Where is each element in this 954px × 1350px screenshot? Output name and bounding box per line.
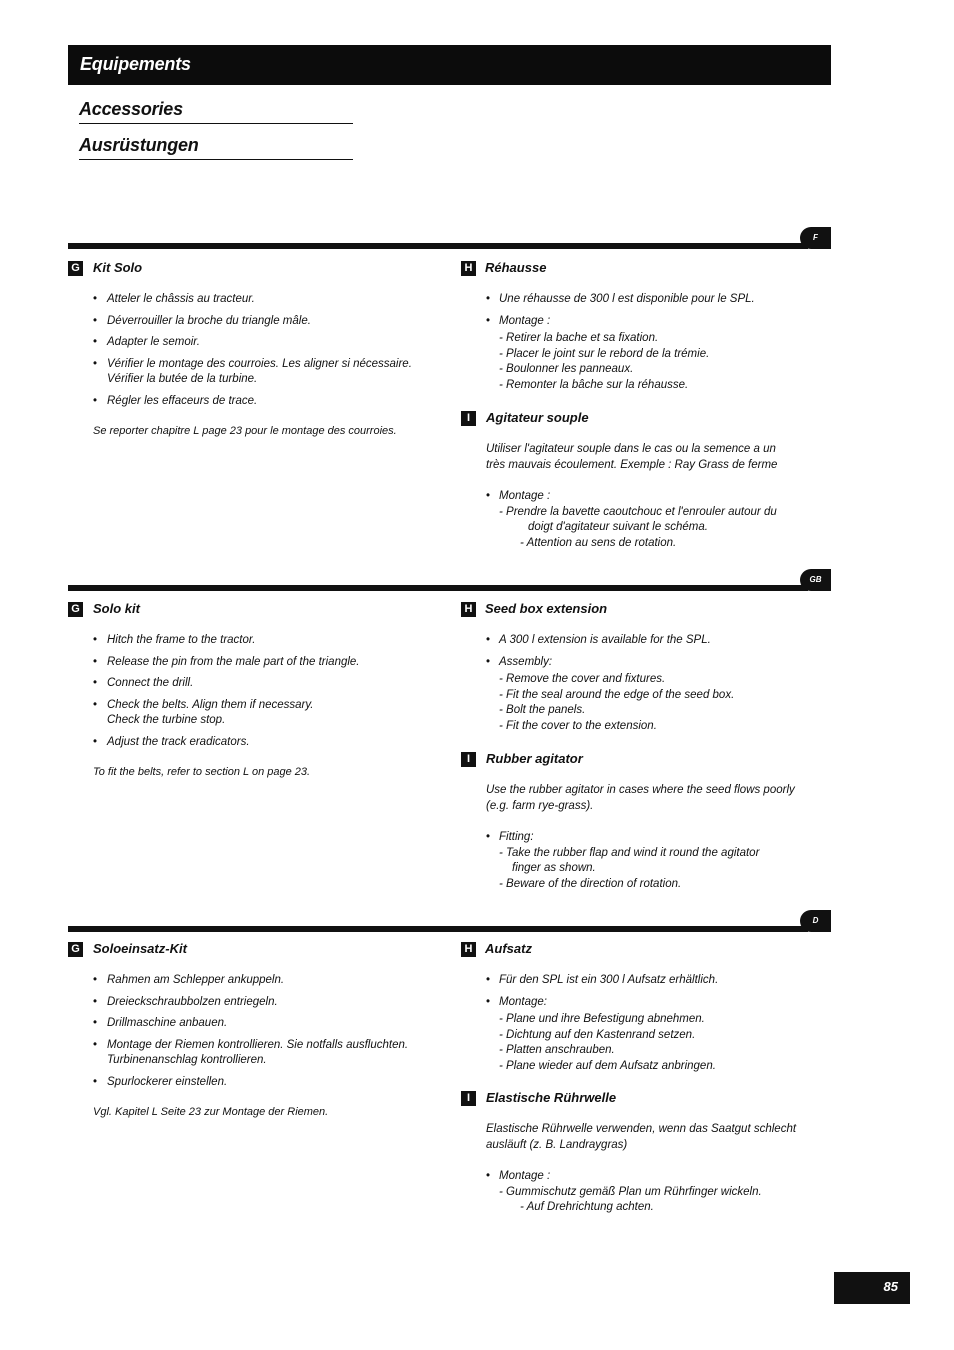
section-rule-gb: [68, 585, 808, 591]
section-title: Aufsatz: [485, 941, 532, 956]
list-item: • Montage:: [461, 995, 831, 1011]
list-item: • Für den SPL ist ein 300 l Aufsatz erhältlich.: [461, 973, 831, 989]
gb-g-head: [68, 601, 438, 619]
list-item: • Montage :: [461, 489, 831, 505]
de-g-head: [68, 941, 438, 959]
header-bar: [68, 45, 831, 85]
sub-item: - Fit the cover to the extension.: [499, 719, 657, 732]
section-rule-fr: [68, 243, 808, 249]
list-item: • Montage :: [461, 1169, 831, 1185]
section-title: Elastische Rührwelle: [486, 1090, 617, 1105]
list-item: • Une réhausse de 300 l est disponible pour le SPL.: [461, 292, 831, 308]
list-item: • Adapter le semoir.: [68, 335, 438, 351]
lang-badge-fr: F: [800, 227, 831, 249]
list-item: • Assembly:: [461, 655, 831, 671]
sub-item: - Fit the seal around the edge of the seed box.: [499, 688, 735, 701]
de-section-h: [461, 941, 831, 1074]
list-item: • Check the belts. Align them if necessary.: [68, 698, 438, 714]
list-item: • Vérifier le montage des courroies. Les aligner si nécessaire.: [68, 357, 438, 373]
de-section-g: [68, 941, 438, 1121]
sub-item: - Remonter la bâche sur la réhausse.: [499, 378, 689, 391]
paragraph-line: (e.g. farm rye-grass).: [486, 799, 594, 812]
fr-section-h: [461, 260, 831, 393]
note-text: Se reporter chapitre L page 23 pour le montage des courroies.: [93, 425, 397, 437]
list-item: • Rahmen am Schlepper ankuppeln.: [68, 973, 438, 989]
list-item: • Montage :: [461, 314, 831, 330]
sub-item: - Beware of the direction of rotation.: [499, 877, 682, 890]
sub-item-continued: finger as shown.: [512, 862, 596, 874]
sub-item: - Gummischutz gemäß Plan um Rührfinger wickeln.: [499, 1185, 762, 1198]
subtitle-en: Accessories: [79, 99, 353, 124]
fr-i-head: [461, 410, 831, 428]
section-title: Réhausse: [485, 260, 547, 275]
list-item: • A 300 l extension is available for the SPL.: [461, 633, 831, 649]
gb-i-head: [461, 751, 831, 769]
sub-item: - Dichtung auf den Kastenrand setzen.: [499, 1028, 696, 1041]
fr-section-i: [461, 410, 831, 551]
sub-item: - Boulonner les panneaux.: [499, 363, 634, 375]
list-item: • Drillmaschine anbauen.: [68, 1016, 438, 1032]
sub-item: - Placer le joint sur le rebord de la trémie.: [499, 347, 710, 360]
section-letter-h: H: [461, 602, 476, 617]
paragraph-line: Utiliser l'agitateur souple dans le cas ou la semence a un: [486, 443, 776, 455]
sub-item: - Prendre la bavette caoutchouc et l'enrouler autour du: [499, 505, 777, 518]
section-letter-i: I: [461, 752, 476, 767]
de-i-head: [461, 1090, 831, 1108]
paragraph-line: ausläuft (z. B. Landraygras): [486, 1138, 628, 1151]
list-item: • Hitch the frame to the tractor.: [68, 633, 438, 649]
section-title: Seed box extension: [485, 601, 608, 616]
section-title: Kit Solo: [93, 260, 143, 275]
section-title: Soloeinsatz-Kit: [93, 941, 187, 956]
sub-item: - Auf Drehrichtung achten.: [520, 1201, 654, 1213]
sub-item: - Take the rubber flap and wind it round the agitator: [499, 846, 760, 859]
de-section-i: [461, 1090, 831, 1216]
list-item-continued: Vérifier la butée de la turbine.: [107, 373, 258, 385]
note-text: Vgl. Kapitel L Seite 23 zur Montage der Riemen.: [93, 1106, 329, 1118]
page-title: Equipements: [80, 54, 191, 74]
list-item: • Connect the drill.: [68, 676, 438, 692]
list-item: • Régler les effaceurs de trace.: [68, 394, 438, 410]
paragraph-line: Use the rubber agitator in cases where the seed flows poorly: [486, 784, 795, 796]
de-h-head: [461, 941, 831, 959]
list-item: • Release the pin from the male part of the triangle.: [68, 655, 438, 671]
section-letter-g: G: [68, 942, 83, 957]
sub-item: - Bolt the panels.: [499, 704, 586, 716]
section-letter-g: G: [68, 602, 83, 617]
subtitle-de: Ausrüstungen: [79, 135, 353, 160]
section-rule-de: [68, 926, 808, 932]
sub-item-continued: doigt d'agitateur suivant le schéma.: [528, 521, 708, 533]
section-letter-g: G: [68, 261, 83, 276]
list-item: • Montage der Riemen kontrollieren. Sie notfalls ausfluchten.: [68, 1038, 438, 1054]
sub-item: - Attention au sens de rotation.: [520, 536, 677, 549]
sub-item: - Platten anschrauben.: [499, 1044, 615, 1056]
page-number: 85: [834, 1272, 910, 1304]
section-letter-i: I: [461, 411, 476, 426]
gb-section-h: [461, 601, 831, 734]
paragraph-line: Elastische Rührwelle verwenden, wenn das Saatgut schlecht: [486, 1123, 797, 1135]
gb-h-head: [461, 601, 831, 619]
section-title: Rubber agitator: [486, 751, 583, 766]
sub-item: - Plane wieder auf dem Aufsatz anbringen.: [499, 1059, 716, 1072]
list-item-continued: Turbinenanschlag kontrollieren.: [107, 1054, 267, 1066]
list-item: • Adjust the track eradicators.: [68, 735, 438, 751]
list-item-continued: Check the turbine stop.: [107, 714, 226, 726]
sub-item: - Retirer la bache et sa fixation.: [499, 332, 659, 344]
list-item: • Fitting:: [461, 830, 831, 846]
gb-section-g: [68, 601, 438, 781]
note-text: To fit the belts, refer to section L on page 23.: [93, 766, 311, 778]
section-letter-h: H: [461, 261, 476, 276]
list-item: • Atteler le châssis au tracteur.: [68, 292, 438, 308]
lang-badge-de: D: [800, 910, 831, 932]
section-title: Agitateur souple: [486, 410, 589, 425]
sub-item: - Remove the cover and fixtures.: [499, 673, 666, 685]
list-item: • Spurlockerer einstellen.: [68, 1075, 438, 1091]
fr-g-head: [68, 260, 438, 278]
lang-badge-gb: GB: [800, 569, 831, 591]
sub-item: - Plane und ihre Befestigung abnehmen.: [499, 1013, 705, 1025]
gb-section-i: [461, 751, 831, 892]
section-title: Solo kit: [93, 601, 140, 616]
list-item: • Dreieckschraubbolzen entriegeln.: [68, 995, 438, 1011]
list-item: • Déverrouiller la broche du triangle mâle.: [68, 314, 438, 330]
section-letter-h: H: [461, 942, 476, 957]
section-letter-i: I: [461, 1091, 476, 1106]
fr-h-head: [461, 260, 831, 278]
paragraph-line: très mauvais écoulement. Exemple : Ray Grass de ferme: [486, 458, 778, 471]
fr-section-g: [68, 260, 438, 440]
